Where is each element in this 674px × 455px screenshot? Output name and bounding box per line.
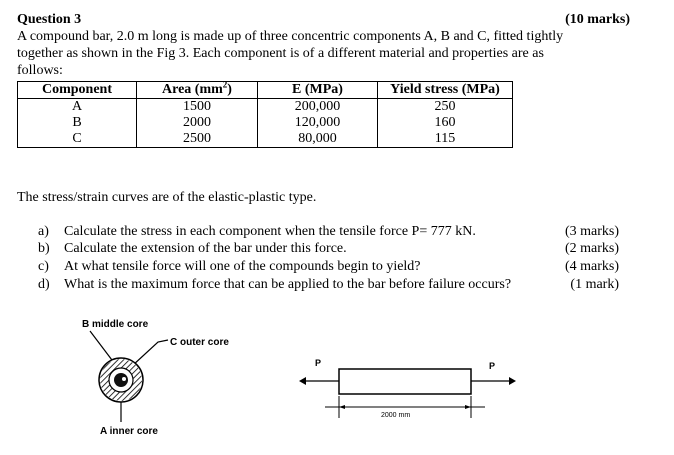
list-item — [38, 259, 619, 275]
table-row — [18, 115, 513, 131]
cell-e: 80,000 — [258, 131, 378, 148]
cell-component: C — [18, 131, 137, 148]
header-area: Area $(mm^2)$ — [137, 82, 258, 99]
bar-figure — [295, 355, 525, 425]
force-right-label: P — [489, 361, 496, 371]
label-inner-core: A inner core — [100, 426, 158, 437]
force-left-label: P — [315, 358, 322, 368]
cell-area: 1500 — [137, 99, 258, 116]
cell-component: B — [18, 115, 137, 131]
cell-component: A — [18, 99, 137, 116]
item-text: Calculate the extension of the bar under this force. — [64, 241, 347, 256]
dim-arrow-left — [339, 405, 345, 409]
cell-area: 2500 — [137, 131, 258, 148]
question-title: Question 3 — [17, 12, 82, 27]
label-middle-core: B middle core — [82, 319, 149, 330]
inner-core-highlight — [122, 377, 126, 381]
cell-yield: 250 — [378, 99, 513, 116]
list-item — [38, 241, 619, 257]
question-marks: (10 marks) — [565, 12, 630, 27]
table-row — [18, 131, 513, 148]
list-item — [38, 224, 619, 240]
header-yield: Yield stress (MPa) — [378, 82, 513, 99]
item-letter: d) — [38, 277, 50, 292]
dim-arrow-right — [465, 405, 471, 409]
item-letter: b) — [38, 241, 50, 256]
intro-line-3: follows: — [17, 63, 63, 78]
item-letter: a) — [38, 224, 49, 239]
cell-yield: 115 — [378, 131, 513, 148]
inner-core-circle — [114, 373, 128, 387]
curve-note: The stress/strain curves are of the elastic-plastic type. — [17, 190, 317, 205]
list-item — [38, 277, 619, 293]
cell-e: 120,000 — [258, 115, 378, 131]
leader-outer — [132, 340, 168, 366]
item-text: Calculate the stress in each component when the tensile force P= 777 kN. — [64, 224, 476, 239]
length-label: 2000 mm — [381, 412, 411, 419]
item-marks: (2 marks) — [564, 241, 619, 256]
header-e: E (MPa) — [258, 82, 378, 99]
force-right-arrowhead — [509, 377, 516, 385]
question-list — [38, 224, 619, 294]
item-text: At what tensile force will one of the compounds begin to yield? — [64, 259, 421, 274]
properties-table — [17, 81, 513, 148]
cell-yield: 160 — [378, 115, 513, 131]
intro-line-2: together as shown in the Fig 3. Each component is of a different material and properties are as — [17, 46, 544, 61]
table-row — [18, 99, 513, 116]
cell-area: 2000 — [137, 115, 258, 131]
cross-section-figure — [80, 318, 280, 443]
item-marks: (1 mark) — [570, 277, 619, 292]
header-component: Component — [18, 82, 137, 99]
item-text: What is the maximum force that can be applied to the bar before failure occurs? — [64, 277, 512, 292]
cell-e: 200,000 — [258, 99, 378, 116]
intro-line-1: A compound bar, 2.0 m long is made up of three concentric components A, B and C, fitted tightly — [17, 29, 564, 44]
label-outer-core: C outer core — [170, 337, 229, 348]
item-marks: (4 marks) — [564, 259, 619, 274]
force-left-arrowhead — [299, 377, 306, 385]
item-letter: c) — [38, 259, 49, 274]
compound-bar — [339, 369, 471, 394]
table-header-row — [18, 82, 513, 99]
item-marks: (3 marks) — [564, 224, 619, 239]
